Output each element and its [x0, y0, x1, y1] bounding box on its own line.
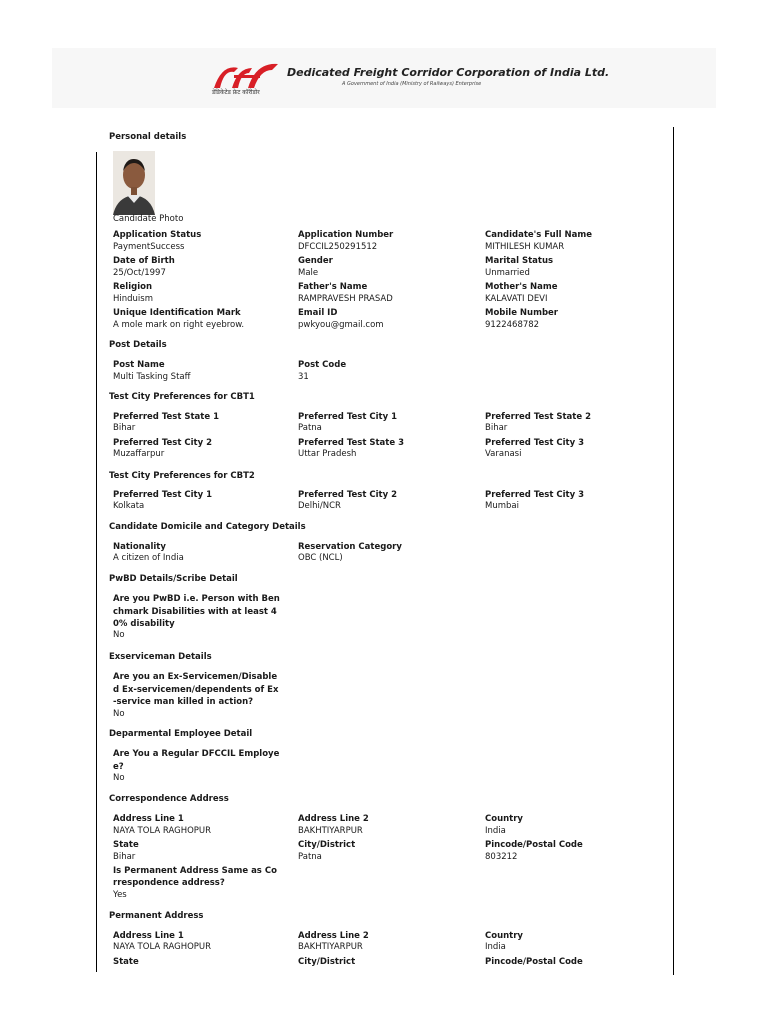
label-perm-address-line2: Address Line 2	[298, 931, 369, 941]
label-identification-mark: Unique Identification Mark	[113, 308, 241, 318]
label-application-status: Application Status	[113, 230, 202, 240]
logo-hindi-text: डेडिकेटेड फ्रेट कॉरीडोर	[212, 89, 260, 96]
value-father-name: RAMPRAVESH PRASAD	[298, 294, 393, 304]
label-cbt1-state1: Preferred Test State 1	[113, 412, 219, 422]
label-marital-status: Marital Status	[485, 256, 554, 266]
section-title-exserviceman: Exserviceman Details	[109, 652, 212, 662]
section-title-domicile: Candidate Domicile and Category Details	[109, 522, 306, 532]
value-cbt1-state3: Uttar Pradesh	[298, 449, 357, 459]
label-corr-address-line1: Address Line 1	[113, 814, 184, 824]
label-pwbd-question-line1: Are you PwBD i.e. Person with Ben	[113, 594, 280, 604]
label-pwbd-question-line2: chmark Disabilities with at least 4	[113, 607, 277, 617]
label-corr-city: City/District	[298, 840, 356, 850]
section-title-correspondence: Correspondence Address	[109, 794, 229, 804]
label-cbt2-city2: Preferred Test City 2	[298, 490, 397, 500]
value-dob: 25/Oct/1997	[113, 268, 166, 278]
label-perm-state: State	[113, 957, 139, 967]
label-full-name: Candidate's Full Name	[485, 230, 592, 240]
value-corr-city: Patna	[298, 852, 322, 862]
organization-subtitle: A Government of India (Ministry of Railways) Enterprise	[342, 81, 482, 87]
section-title-personal: Personal details	[109, 132, 187, 142]
label-perm-country: Country	[485, 931, 523, 941]
section-title-post: Post Details	[109, 340, 167, 350]
label-post-code: Post Code	[298, 360, 347, 370]
label-departmental-question-line1: Are You a Regular DFCCIL Employe	[113, 749, 280, 759]
value-perm-address-line1: NAYA TOLA RAGHOPUR	[113, 942, 212, 952]
label-cbt1-state3: Preferred Test State 3	[298, 438, 404, 448]
label-cbt2-city1: Preferred Test City 1	[113, 490, 212, 500]
label-dob: Date of Birth	[113, 256, 175, 266]
value-perm-country: India	[485, 942, 506, 952]
label-corr-pincode: Pincode/Postal Code	[485, 840, 583, 850]
section-title-pwbd: PwBD Details/Scribe Detail	[109, 574, 238, 584]
left-border-line	[96, 152, 97, 972]
photo-caption: Candidate Photo	[113, 214, 184, 224]
section-title-departmental: Deparmental Employee Detail	[109, 729, 253, 739]
value-pwbd: No	[113, 630, 125, 640]
label-exservice-question-line1: Are you an Ex-Servicemen/Disable	[113, 672, 278, 682]
label-cbt1-city1: Preferred Test City 1	[298, 412, 397, 422]
label-mother-name: Mother's Name	[485, 282, 558, 292]
value-departmental: No	[113, 773, 125, 783]
value-gender: Male	[298, 268, 319, 278]
value-cbt2-city1: Kolkata	[113, 501, 145, 511]
label-religion: Religion	[113, 282, 153, 292]
label-post-name: Post Name	[113, 360, 165, 370]
right-border-line	[673, 127, 674, 975]
section-title-cbt2: Test City Preferences for CBT2	[109, 471, 255, 481]
label-corr-state: State	[113, 840, 139, 850]
value-post-code: 31	[298, 372, 309, 382]
value-email: pwkyou@gmail.com	[298, 320, 384, 330]
value-marital-status: Unmarried	[485, 268, 530, 278]
label-cbt1-city3: Preferred Test City 3	[485, 438, 584, 448]
label-reservation-category: Reservation Category	[298, 542, 402, 552]
label-cbt2-city3: Preferred Test City 3	[485, 490, 584, 500]
value-corr-pincode: 803212	[485, 852, 518, 862]
section-title-permanent: Permanent Address	[109, 911, 204, 921]
label-pwbd-question-line3: 0% disability	[113, 619, 175, 629]
value-application-status: PaymentSuccess	[113, 242, 185, 252]
label-father-name: Father's Name	[298, 282, 368, 292]
value-cbt1-state1: Bihar	[113, 423, 136, 433]
value-cbt1-city3: Varanasi	[485, 449, 522, 459]
label-exservice-question-line2: d Ex-servicemen/dependents of Ex	[113, 685, 279, 695]
value-application-number: DFCCIL250291512	[298, 242, 378, 252]
value-religion: Hinduism	[113, 294, 153, 304]
value-exservice: No	[113, 709, 125, 719]
value-reservation-category: OBC (NCL)	[298, 553, 343, 563]
label-perm-city: City/District	[298, 957, 356, 967]
value-corr-state: Bihar	[113, 852, 136, 862]
value-same-address: Yes	[113, 890, 127, 900]
label-exservice-question-line3: -service man killed in action?	[113, 697, 254, 707]
label-cbt1-state2: Preferred Test State 2	[485, 412, 591, 422]
value-mobile: 9122468782	[485, 320, 540, 330]
value-cbt1-state2: Bihar	[485, 423, 508, 433]
label-corr-country: Country	[485, 814, 523, 824]
value-identification-mark: A mole mark on right eyebrow.	[113, 320, 245, 330]
value-nationality: A citizen of India	[113, 553, 184, 563]
label-same-address-line2: rrespondence address?	[113, 878, 225, 888]
value-cbt2-city2: Delhi/NCR	[298, 501, 341, 511]
organization-name: Dedicated Freight Corridor Corporation of India Ltd.	[287, 66, 610, 79]
value-corr-country: India	[485, 826, 506, 836]
label-departmental-question-line2: e?	[113, 762, 124, 772]
value-post-name: Multi Tasking Staff	[113, 372, 191, 382]
label-mobile: Mobile Number	[485, 308, 558, 318]
value-mother-name: KALAVATI DEVI	[485, 294, 548, 304]
label-perm-address-line1: Address Line 1	[113, 931, 184, 941]
label-cbt1-city2: Preferred Test City 2	[113, 438, 212, 448]
label-gender: Gender	[298, 256, 333, 266]
value-corr-address-line1: NAYA TOLA RAGHOPUR	[113, 826, 212, 836]
value-perm-address-line2: BAKHTIYARPUR	[298, 942, 363, 952]
label-email: Email ID	[298, 308, 338, 318]
value-cbt1-city1: Patna	[298, 423, 322, 433]
candidate-photo	[113, 151, 155, 215]
value-full-name: MITHILESH KUMAR	[485, 242, 565, 252]
label-corr-address-line2: Address Line 2	[298, 814, 369, 824]
label-same-address-line1: Is Permanent Address Same as Co	[113, 866, 277, 876]
section-title-cbt1: Test City Preferences for CBT1	[109, 392, 255, 402]
label-application-number: Application Number	[298, 230, 394, 240]
value-corr-address-line2: BAKHTIYARPUR	[298, 826, 363, 836]
label-nationality: Nationality	[113, 542, 166, 552]
label-perm-pincode: Pincode/Postal Code	[485, 957, 583, 967]
value-cbt2-city3: Mumbai	[485, 501, 519, 511]
value-cbt1-city2: Muzaffarpur	[113, 449, 165, 459]
